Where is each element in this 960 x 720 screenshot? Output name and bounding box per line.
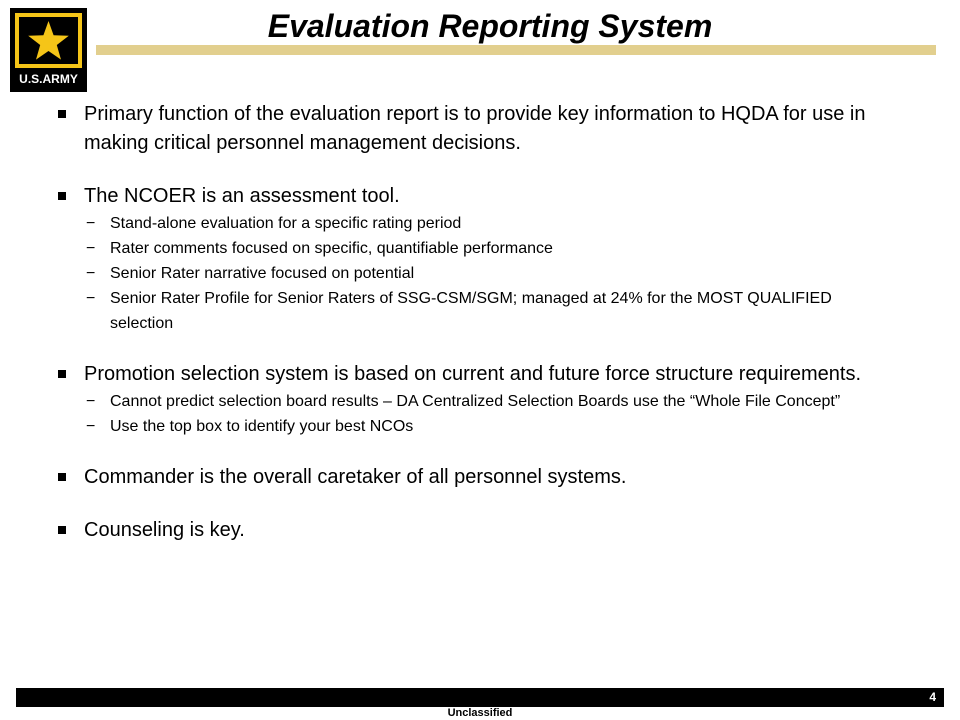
bullet-text: The NCOER is an assessment tool. xyxy=(84,185,400,207)
sub-bullet-text: Senior Rater Profile for Senior Raters of SSG-CSM/SGM; managed at 24% for the MOST QUALIFIED selection xyxy=(110,290,832,332)
bullet-item xyxy=(58,516,898,545)
sub-bullet-text: Senior Rater narrative focused on potential xyxy=(110,265,415,282)
sub-bullet-text: Stand-alone evaluation for a specific rating period xyxy=(110,215,462,232)
sub-bullet-item xyxy=(84,236,898,261)
square-bullet-icon xyxy=(58,110,66,118)
square-bullet-icon xyxy=(58,192,66,200)
sub-bullet-item xyxy=(84,211,898,236)
classification-label: Unclassified xyxy=(447,707,513,719)
page-title: Evaluation Reporting System xyxy=(267,8,713,44)
bullet-text: Counseling is key. xyxy=(84,519,245,541)
sub-bullet-item xyxy=(84,414,898,439)
bullet-item xyxy=(58,182,898,336)
sub-bullet-item xyxy=(84,286,898,336)
bullet-text: Primary function of the evaluation report is to provide key information to HQDA for use in making critical personnel management decisions. xyxy=(84,103,866,154)
sub-bullet-text: Cannot predict selection board results – DA Centralized Selection Boards use the “Whole File Concept” xyxy=(110,393,841,410)
bullet-item xyxy=(58,100,898,158)
square-bullet-icon xyxy=(58,473,66,481)
square-bullet-icon xyxy=(58,526,66,534)
sub-bullet-item xyxy=(84,261,898,286)
bullet-text: Promotion selection system is based on current and future force structure requirements. xyxy=(84,363,862,385)
sub-bullet-list xyxy=(84,389,898,439)
bullet-item xyxy=(58,360,898,439)
dash-icon: − xyxy=(86,240,96,257)
sub-bullet-text: Use the top box to identify your best NCOs xyxy=(110,418,414,435)
dash-icon: − xyxy=(86,215,96,232)
dash-icon: − xyxy=(86,265,96,282)
dash-icon: − xyxy=(86,393,96,410)
dash-icon: − xyxy=(86,418,96,435)
title-underline xyxy=(96,45,936,55)
slide-content xyxy=(58,100,898,545)
us-army-logo xyxy=(10,8,87,92)
square-bullet-icon xyxy=(58,370,66,378)
footer-bar xyxy=(16,688,944,707)
sub-bullet-list xyxy=(84,211,898,336)
page-number: 4 xyxy=(929,690,936,704)
logo-text: U.S.ARMY xyxy=(19,72,78,86)
sub-bullet-text: Rater comments focused on specific, quantifiable performance xyxy=(110,240,553,257)
sub-bullet-item xyxy=(84,389,898,414)
bullet-text: Commander is the overall caretaker of all personnel systems. xyxy=(84,466,627,488)
dash-icon: − xyxy=(86,290,96,307)
bullet-item xyxy=(58,463,898,492)
